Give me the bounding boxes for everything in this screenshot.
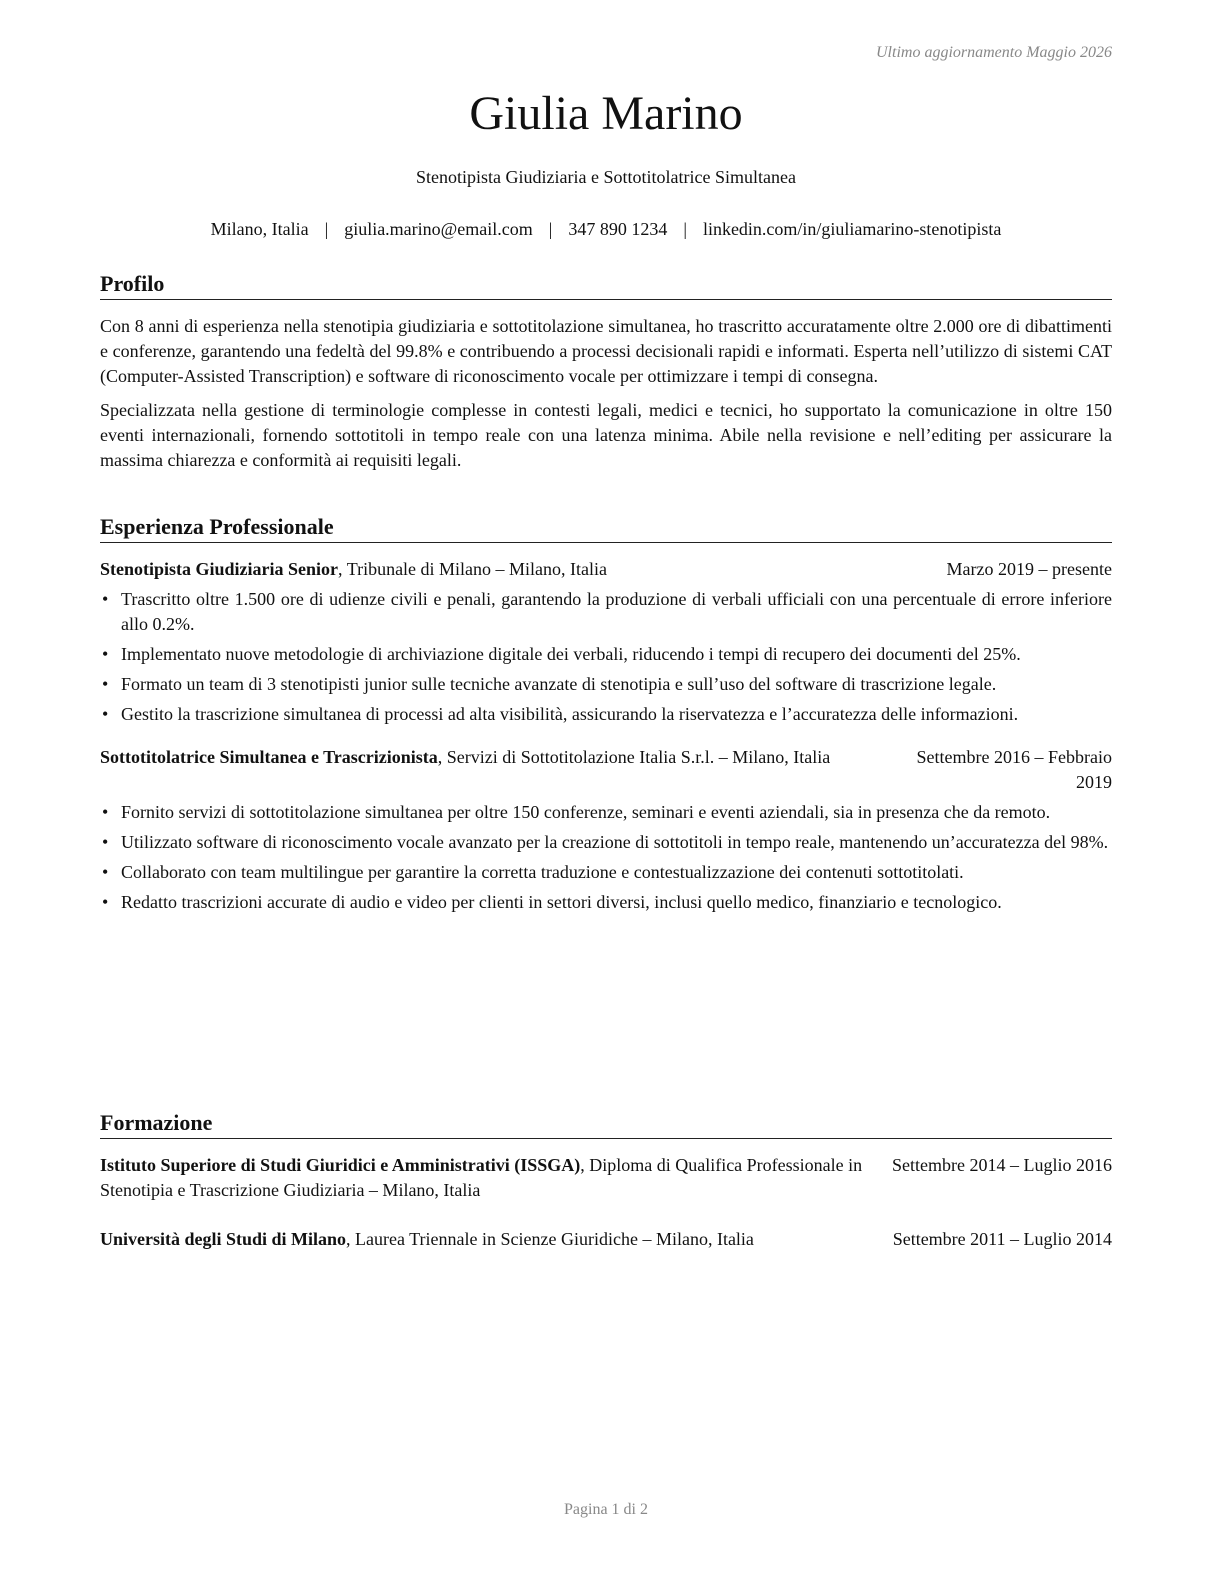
job-header xyxy=(100,557,1112,582)
job-bullet: • Trascritto oltre 1.500 ore di udienze civili e penali, garantendo la produzione di verbali ufficiali con una percentuale di errore inferiore allo 0.2%. xyxy=(100,587,1112,637)
section-heading-experience: Esperienza Professionale xyxy=(100,513,1112,543)
contact-email[interactable]: giulia.marino@email.com xyxy=(344,219,533,239)
job-bullets xyxy=(100,800,1112,915)
education-school: Università degli Studi di Milano xyxy=(100,1229,347,1249)
job-bullet: • Collaborato con team multilingue per garantire la corretta traduzione e contestualizzazione dei contenuti sottotitolati. xyxy=(100,860,1112,885)
education-entry xyxy=(100,1227,1112,1252)
contact-phone[interactable]: 347 890 1234 xyxy=(568,219,668,239)
job-bullet: • Gestito la trascrizione simultanea di processi ad alta visibilità, assicurando la riservatezza e l’accuratezza delle informazioni. xyxy=(100,702,1112,727)
job-employer: , Servizi di Sottotitolazione Italia S.r.l. – Milano, Italia xyxy=(437,747,831,767)
job-bullet: • Redatto trascrizioni accurate di audio e video per clienti in settori diversi, inclusi quello medico, finanziario e tecnologico. xyxy=(100,890,1112,915)
job-role: Sottotitolatrice Simultanea e Trascrizionista xyxy=(100,747,438,767)
job-bullet: • Utilizzato software di riconoscimento vocale avanzato per la creazione di sottotitoli in tempo reale, mantenendo un’accuratezza del 98%. xyxy=(100,830,1112,855)
section-heading-profile: Profilo xyxy=(100,270,1112,300)
profile-paragraph: Con 8 anni di esperienza nella stenotipia giudiziaria e sottotitolazione simultanea, ho trascritto accuratamente oltre 2.000 ore di dibattimenti e conferenze, garantendo una fedeltà del 99.8% e contribuendo a processi decisionali rapidi e informati. Esperta nell’utilizzo di sistemi CAT (Computer-Assisted Transcription) e software di riconoscimento vocale per ottimizzare i tempi di consegna. xyxy=(100,316,1112,386)
contact-location: Milano, Italia xyxy=(210,219,309,239)
education-school: Istituto Superiore di Studi Giuridici e Amministrativi (ISSGA) xyxy=(100,1155,581,1175)
contact-separator: | xyxy=(324,219,329,239)
job-bullet: • Formato un team di 3 stenotipisti junior sulle tecniche avanzate di stenotipia e sull’uso del software di trascrizione legale. xyxy=(100,672,1112,697)
education-entry xyxy=(100,1153,1112,1203)
job-dates: Settembre 2016 – Febbraio 2019 xyxy=(916,747,1112,792)
contact-separator: | xyxy=(548,219,553,239)
education-dates: Settembre 2011 – Luglio 2014 xyxy=(892,1229,1112,1249)
last-updated: Ultimo aggiornamento Maggio 2026 xyxy=(876,44,1112,61)
job-employer: , Tribunale di Milano – Milano, Italia xyxy=(338,559,608,579)
job-bullet: • Fornito servizi di sottotitolazione simultanea per oltre 150 conferenze, seminari e eventi aziendali, sia in presenza che da remoto. xyxy=(100,800,1112,825)
section-heading-education: Formazione xyxy=(100,1109,1112,1139)
education-dates: Settembre 2014 – Luglio 2016 xyxy=(892,1155,1112,1175)
job-entry xyxy=(100,745,1112,915)
page-number: Pagina 1 di 2 xyxy=(564,1501,648,1518)
job-role: Stenotipista Giudiziaria Senior xyxy=(100,559,339,579)
job-entry xyxy=(100,557,1112,727)
experience-section xyxy=(100,513,1112,920)
education-text xyxy=(100,1227,870,1252)
job-header xyxy=(100,745,1112,795)
job-bullet: • Implementato nuove metodologie di archiviazione digitale dei verbali, riducendo i tempi di recupero dei documenti del 25%. xyxy=(100,642,1112,667)
job-dates: Marzo 2019 – presente xyxy=(946,559,1112,579)
education-detail: , Diploma di Qualifica Professionale in Stenotipia e Trascrizione Giudiziaria – Milano, Italia xyxy=(100,1155,863,1200)
education-detail: , Laurea Triennale in Scienze Giuridiche – Milano, Italia xyxy=(346,1229,754,1249)
job-title-line xyxy=(100,745,870,795)
candidate-name: Giulia Marino xyxy=(469,87,743,140)
resume-page xyxy=(100,0,1112,1584)
contact-linkedin[interactable]: linkedin.com/in/giuliamarino-stenotipista xyxy=(702,219,1002,239)
contact-line xyxy=(100,219,1112,240)
job-title-line xyxy=(100,557,607,582)
candidate-title: Stenotipista Giudiziaria e Sottotitolatrice Simultanea xyxy=(416,167,796,187)
profile-section xyxy=(100,270,1112,473)
contact-separator: | xyxy=(683,219,687,239)
education-text xyxy=(100,1153,870,1203)
education-section xyxy=(100,1109,1112,1252)
profile-paragraph: Specializzata nella gestione di terminologie complesse in contesti legali, medici e tecnici, ho supportato la comunicazione in oltre 150 eventi internazionali, fornendo sottotitoli in tempo reale con una latenza minima. Abile nella revisione e nell’editing per assicurare la massima chiarezza e conformità ai requisiti legali. xyxy=(100,400,1112,470)
job-bullets xyxy=(100,587,1112,727)
